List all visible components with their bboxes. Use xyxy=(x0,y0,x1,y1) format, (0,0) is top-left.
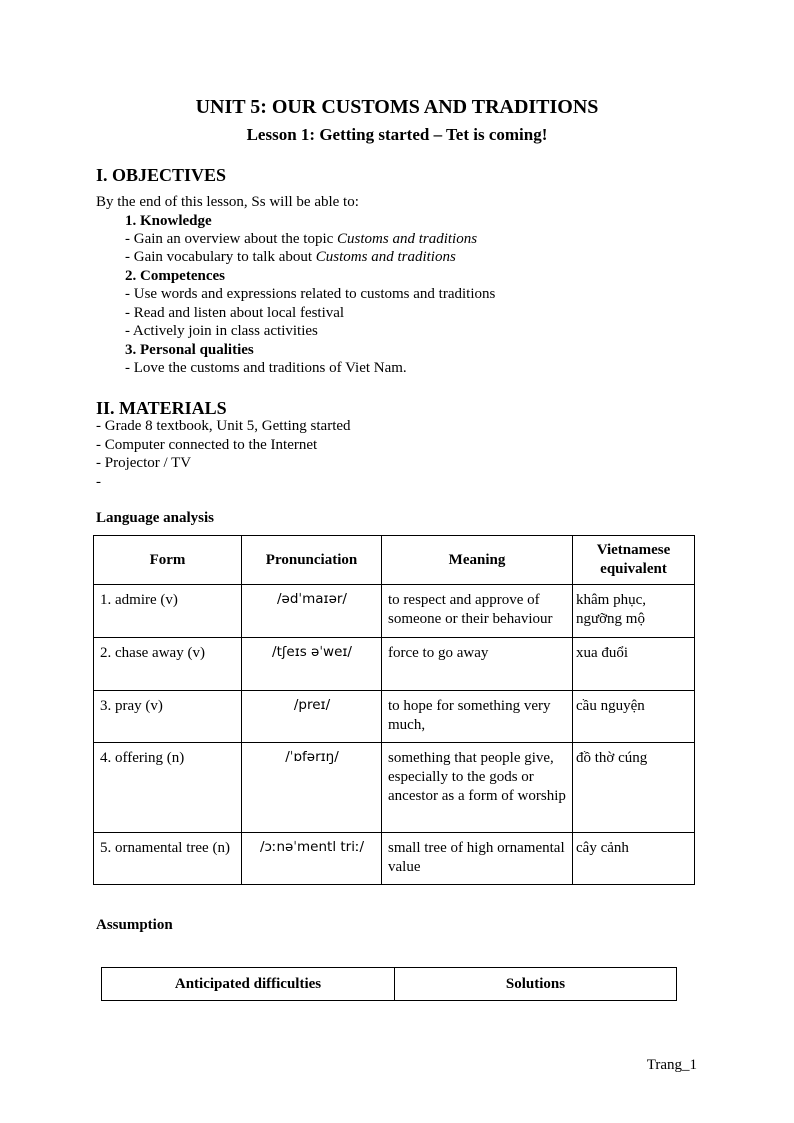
cell-vietnamese: đồ thờ cúng xyxy=(573,743,695,833)
knowledge-heading: 1. Knowledge xyxy=(125,213,212,229)
materials-heading: II. MATERIALS xyxy=(96,398,227,418)
cell-form: 3. pray (v) xyxy=(94,691,242,743)
cell-pronunciation: /ɔːnəˈmentl triː/ xyxy=(242,833,382,885)
cell-meaning: small tree of high ornamental value xyxy=(382,833,573,885)
cell-vietnamese: khâm phục, ngưỡng mộ xyxy=(573,585,695,638)
cell-form: 1. admire (v) xyxy=(94,585,242,638)
assumption-heading: Assumption xyxy=(96,917,173,933)
quality-item: - Love the customs and traditions of Viet Nam. xyxy=(125,360,407,376)
cell-pronunciation: /preɪ/ xyxy=(242,691,382,743)
table-header-row xyxy=(94,536,695,585)
column-header-meaning: Meaning xyxy=(382,536,573,585)
material-item: - Projector / TV xyxy=(96,455,192,471)
knowledge-item xyxy=(125,230,477,249)
table-row xyxy=(94,833,695,885)
table-row xyxy=(94,743,695,833)
language-analysis-heading: Language analysis xyxy=(96,510,214,526)
column-header-form: Form xyxy=(94,536,242,585)
assumption-table xyxy=(101,967,677,1001)
cell-pronunciation: /ədˈmaɪər/ xyxy=(242,585,382,638)
table-header-row xyxy=(102,968,677,1001)
cell-form: 2. chase away (v) xyxy=(94,638,242,691)
column-header-vietnamese: Vietnamese equivalent xyxy=(573,536,695,585)
cell-vietnamese: xua đuổi xyxy=(573,638,695,691)
lesson-subtitle: Lesson 1: Getting started – Tet is coming! xyxy=(246,125,548,144)
competences-heading: 2. Competences xyxy=(125,268,225,284)
cell-pronunciation: /tʃeɪs əˈweɪ/ xyxy=(242,638,382,691)
page-number: Trang_1 xyxy=(646,1057,697,1073)
material-item: - Computer connected to the Internet xyxy=(96,437,318,453)
cell-vietnamese: cây cảnh xyxy=(573,833,695,885)
cell-meaning: force to go away xyxy=(382,638,573,691)
table-row xyxy=(94,638,695,691)
material-item: - Grade 8 textbook, Unit 5, Getting started xyxy=(96,418,351,434)
cell-meaning: something that people give, especially to the gods or ancestor as a form of worship xyxy=(382,743,573,833)
cell-form: 5. ornamental tree (n) xyxy=(94,833,242,885)
cell-meaning: to hope for something very much, xyxy=(382,691,573,743)
competence-item: - Use words and expressions related to customs and traditions xyxy=(125,286,496,302)
objectives-heading: I. OBJECTIVES xyxy=(96,165,227,185)
knowledge-item-text: - Gain an overview about the topic xyxy=(125,231,338,247)
material-item: - xyxy=(96,474,101,490)
objectives-intro: By the end of this lesson, Ss will be able to: xyxy=(96,194,359,210)
cell-pronunciation: /ˈɒfərɪŋ/ xyxy=(242,743,382,833)
competence-item: - Actively join in class activities xyxy=(125,323,318,339)
competence-item: - Read and listen about local festival xyxy=(125,305,345,321)
knowledge-item-text: - Gain vocabulary to talk about xyxy=(125,249,316,265)
column-header-difficulties: Anticipated difficulties xyxy=(102,968,395,1001)
table-row xyxy=(94,585,695,638)
knowledge-item-topic: Customs and traditions xyxy=(315,249,456,265)
cell-meaning: to respect and approve of someone or their behaviour xyxy=(382,585,573,638)
language-analysis-table xyxy=(93,535,695,885)
cell-form: 4. offering (n) xyxy=(94,743,242,833)
qualities-heading: 3. Personal qualities xyxy=(125,342,254,358)
page-title: UNIT 5: OUR CUSTOMS AND TRADITIONS xyxy=(195,96,599,118)
column-header-pronunciation: Pronunciation xyxy=(242,536,382,585)
knowledge-item-topic: Customs and traditions xyxy=(337,231,478,247)
table-row xyxy=(94,691,695,743)
column-header-solutions: Solutions xyxy=(395,968,677,1001)
cell-vietnamese: cầu nguyện xyxy=(573,691,695,743)
knowledge-item xyxy=(125,248,456,267)
